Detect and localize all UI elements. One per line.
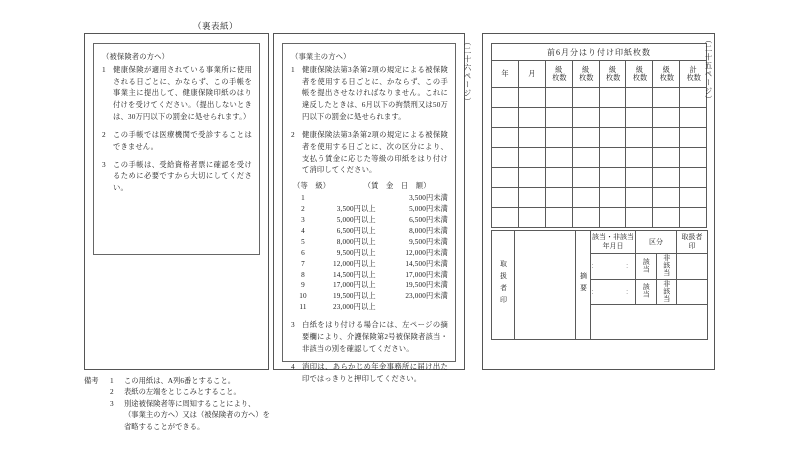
stamp-table-row: [492, 88, 707, 108]
handler-seal-right-header: [677, 231, 708, 254]
stamp-table-cell[interactable]: [680, 208, 707, 228]
stamp-header-grade-label: 級: [635, 65, 643, 74]
stamp-table-cell[interactable]: [680, 128, 707, 148]
stamp-header-month: 月: [518, 61, 545, 88]
stamp-header-count-label: 枚数: [579, 74, 594, 82]
stamp-header-grade-label: 級: [555, 65, 563, 74]
stamp-table-cell[interactable]: [492, 168, 519, 188]
employer-item-2-text: 健康保険法第3条第2項の規定による被保険者を使用する日ごとに、次の区分により、支払う賃金に応じた等級の印紙をはり付けて消印してください。: [302, 129, 448, 175]
stamp-table-row: [492, 128, 707, 148]
wage-row-lower-bound: 19,500円以上: [333, 292, 376, 301]
stamp-table-title-row: [492, 44, 707, 61]
stamp-header-grade-column: [545, 61, 572, 88]
insured-item-1: [102, 64, 252, 123]
record-header-row: [492, 231, 708, 254]
stamp-table-cell[interactable]: [626, 208, 653, 228]
wage-row-lower-bound: 6,500円以上: [336, 226, 376, 235]
footnote-item-1: [84, 375, 270, 386]
wage-row-lower-bound: [315, 193, 376, 204]
employer-item-4: [291, 361, 448, 385]
wage-row: [291, 226, 448, 237]
wage-row-upper-bound: 17,000円未満: [405, 270, 448, 279]
wage-header-amount: （賃 金 日 額）: [363, 181, 431, 191]
employer-item-3-number: 3: [291, 320, 295, 330]
wage-row-upper-bound: 23,000円未満: [405, 292, 448, 301]
stamp-header-count-label: 枚数: [605, 74, 621, 82]
stamp-table-cell[interactable]: [599, 108, 626, 128]
stamp-header-count-label: 枚数: [632, 74, 648, 82]
not-applicable-label-2: 非該当: [662, 279, 671, 302]
stamp-table-cell[interactable]: [653, 88, 680, 108]
stamp-header-year: 年: [492, 61, 519, 88]
stamp-table-cell[interactable]: [626, 128, 653, 148]
stamp-table-cell[interactable]: [599, 188, 626, 208]
footnote-item-1-number: 1: [110, 376, 114, 385]
wage-row-grade: 10: [299, 292, 307, 301]
stamp-table-cell[interactable]: [572, 208, 599, 228]
handler-seal-write-area[interactable]: [515, 231, 576, 340]
wage-row: [291, 302, 448, 313]
employer-item-1: [291, 64, 448, 123]
stamp-table-cell[interactable]: [492, 128, 519, 148]
record-not-applicable-1[interactable]: [656, 254, 677, 280]
stamp-table-cell[interactable]: [626, 188, 653, 208]
stamp-table-cell[interactable]: [545, 148, 572, 168]
record-not-applicable-2[interactable]: [656, 279, 677, 305]
page-marker-right: （二十五ページ）: [704, 36, 713, 104]
stamp-table-cell[interactable]: [572, 128, 599, 148]
wage-row: [291, 248, 448, 259]
stamp-table-cell[interactable]: [518, 188, 545, 208]
stamp-header-grade-label: 級: [608, 65, 617, 74]
wage-row-grade: 7: [301, 259, 305, 268]
stamp-table-cell[interactable]: [572, 188, 599, 208]
handler-record-table: [491, 230, 708, 340]
stamp-table-cell[interactable]: [653, 108, 680, 128]
wage-row-grade: 2: [301, 204, 305, 213]
wage-row: [291, 280, 448, 291]
wage-row-upper-bound: 19,500円未満: [405, 281, 448, 290]
stamp-table-row: [492, 188, 707, 208]
wage-row-lower-bound: 3,500円以上: [336, 204, 376, 213]
insured-panel: [84, 33, 269, 370]
stamp-table-cell[interactable]: [492, 88, 519, 108]
wage-row-lower-bound: 12,000円以上: [333, 259, 376, 268]
footnote-item-2-number: 2: [110, 387, 114, 397]
stamp-header-count-label: 枚数: [552, 74, 567, 82]
record-handler-seal-2[interactable]: [677, 279, 708, 305]
stamp-table-cell[interactable]: [572, 108, 599, 128]
stamp-header-grade-label: 級: [662, 65, 670, 74]
footnote-item-2-text: 表紙の左端をとじこみとすること。: [124, 387, 241, 397]
footnote-item-1-text: この用紙は、A列6番とすること。: [124, 376, 236, 385]
stamp-table-cell[interactable]: [599, 128, 626, 148]
stamp-table-cell[interactable]: [626, 88, 653, 108]
stamp-header-grade-column: [572, 61, 599, 88]
insured-item-2: [102, 129, 252, 153]
stamp-table-cell[interactable]: [626, 108, 653, 128]
handler-seal-right-line1: 取扱者: [681, 233, 703, 242]
stamp-table-cell[interactable]: [599, 168, 626, 188]
employer-item-3: [291, 319, 448, 354]
cover-label: （裏表紙）: [193, 21, 239, 31]
stamp-table-cell[interactable]: [653, 168, 680, 188]
employer-text-block: [291, 51, 448, 384]
insured-item-3: [102, 159, 252, 194]
employer-item-2-number: 2: [291, 129, 295, 139]
stamp-table-cell[interactable]: [653, 208, 680, 228]
wage-row: [291, 215, 448, 226]
stamp-table-cell[interactable]: [680, 148, 707, 168]
wage-row: [291, 270, 448, 281]
wage-row-upper-bound: [376, 302, 448, 313]
record-free-area[interactable]: [591, 305, 708, 340]
stamp-table-cell[interactable]: [518, 148, 545, 168]
wage-row-upper-bound: 9,500円未満: [409, 237, 448, 246]
stamp-table-cell[interactable]: [545, 128, 572, 148]
stamp-table-cell[interactable]: [680, 188, 707, 208]
stamp-header-grade-column: [626, 61, 653, 88]
wage-row-grade: 1: [301, 193, 305, 202]
wage-header-grade: （等 級）: [293, 181, 331, 191]
employer-item-4-number: 4: [291, 361, 295, 371]
stamp-table-cell[interactable]: [572, 168, 599, 188]
stamp-table-cell[interactable]: [518, 208, 545, 228]
employer-item-4-text: 消印は、あらかじめ年金事務所に届け出た印ではっきりと押印してください。: [302, 361, 448, 383]
stamp-table-cell[interactable]: [545, 108, 572, 128]
stamp-table-cell[interactable]: [599, 208, 626, 228]
stamp-table-cell[interactable]: [518, 168, 545, 188]
stamp-header-total-label: 計: [689, 65, 697, 74]
wage-row-grade: 3: [301, 215, 305, 224]
footnote-item-2: [84, 386, 270, 397]
applicable-date-header-line2: 年月日: [602, 242, 624, 250]
applicable-date-header: [591, 231, 636, 254]
wage-row-lower-bound: 14,500円以上: [333, 270, 376, 279]
wage-row-grade: 5: [301, 237, 305, 246]
wage-table-rows: [291, 193, 448, 313]
stamp-table-row: [492, 168, 707, 188]
insured-item-1-text: 健康保険が適用されている事業所に使用される日ごとに、かならず、この手帳を事業主に提出して、健康保険印紙のはり付けを受けてください。（提出しないときは、30万円以下の罰金に処せられます。）: [113, 64, 252, 122]
remarks-label-cell: [576, 231, 591, 340]
wage-row-grade: 6: [301, 248, 305, 257]
stamp-table-cell[interactable]: [545, 208, 572, 228]
wage-row-grade: 11: [299, 303, 307, 312]
stamp-table-cell[interactable]: [545, 168, 572, 188]
stamp-table-row: [492, 208, 707, 228]
footnote-continuation-1: （事業主の方へ）又は（被保険者の方へ）を: [124, 410, 270, 420]
stamp-table-cell[interactable]: [680, 108, 707, 128]
stamp-table-cell[interactable]: [599, 148, 626, 168]
insured-item-3-number: 3: [102, 159, 106, 169]
stamp-header-grade-column: [599, 61, 626, 88]
stamp-table-cell[interactable]: [545, 188, 572, 208]
stamp-table-cell[interactable]: [492, 208, 519, 228]
stamp-table-cell[interactable]: [572, 148, 599, 168]
stamp-header-count-label: 枚数: [659, 74, 675, 82]
employer-panel: [273, 33, 465, 383]
insured-inner-box: [93, 43, 260, 255]
applicable-date-header-line1: 該当・非該当: [592, 233, 634, 242]
stamp-table-cell[interactable]: [653, 128, 680, 148]
footnote-continuation-2: 省略することができる。: [124, 421, 205, 431]
record-handler-seal-1[interactable]: [677, 254, 708, 280]
employer-item-3-text: 白紙をはり付ける場合には、左ページの摘要欄により、介護保険第2号被保険者該当・非該当の別を確認してください。: [302, 320, 448, 353]
wage-row-upper-bound: 3,500円未満: [409, 193, 448, 202]
division-header: [636, 231, 677, 254]
stamp-table-cell[interactable]: [518, 88, 545, 108]
stamp-table-cell[interactable]: [626, 168, 653, 188]
handler-seal-right-line2: 印: [688, 242, 696, 250]
employer-inner-box: [282, 43, 456, 383]
footnote-spacer-2: [84, 386, 110, 397]
stamp-header-grade-column: [653, 61, 680, 88]
wage-row-lower-bound: 9,500円以上: [336, 248, 376, 257]
footnote-label: 備考: [84, 376, 99, 385]
footnote-spacer-3: [84, 398, 110, 409]
wage-row-lower-bound: 5,000円以上: [336, 215, 376, 224]
applicable-label-2: 該当: [642, 283, 651, 299]
wage-row-lower-bound: 8,000円以上: [336, 237, 376, 246]
stamp-record-panel: [482, 33, 715, 370]
wage-row-grade: 8: [301, 270, 305, 279]
stamp-table-cell[interactable]: [599, 88, 626, 108]
stamp-table-cell[interactable]: [492, 188, 519, 208]
stamp-table-cell[interactable]: [545, 88, 572, 108]
wage-row: [291, 204, 448, 215]
stamp-table-cell[interactable]: [653, 188, 680, 208]
footnote-item-3: [84, 398, 270, 409]
wage-row: [291, 237, 448, 248]
stamp-table-row: [492, 148, 707, 168]
stamp-table-header-row: [492, 61, 707, 88]
wage-row: [291, 291, 448, 302]
footnote-block: [84, 375, 270, 432]
stamp-header-grade-label: 級: [581, 65, 590, 74]
stamp-table-cell[interactable]: [653, 148, 680, 168]
employer-item-1-text: 健康保険法第3条第2項の規定による被保険者を使用する日ごとに、かならず、この手帳を提出させなければなりません。これに違反したときは、6月以下の拘禁刑又は50万円以下の罰金に処せられます。: [302, 64, 448, 122]
stamp-table-cell[interactable]: [572, 88, 599, 108]
insured-heading: （被保険者の方へ）: [102, 52, 170, 61]
wage-row-lower-bound: 17,000円以上: [333, 281, 376, 290]
stamp-table-cell[interactable]: [492, 108, 519, 128]
wage-row-grade: 4: [301, 226, 305, 235]
wage-row-upper-bound: 5,000円未満: [409, 204, 448, 213]
wage-row-upper-bound: 6,500円未満: [409, 215, 448, 224]
insured-item-3-text: この手帳は、受給資格者票に確認を受けるために必要ですから大切にしてください。: [113, 159, 252, 193]
handler-seal-label: 取扱者印: [499, 260, 508, 308]
employer-item-1-number: 1: [291, 64, 295, 74]
insured-item-2-text: この手帳では医療機関で受診することはできません。: [113, 129, 252, 151]
employer-heading: （事業主の方へ）: [291, 52, 351, 61]
record-date-input-2[interactable]: ： ：: [591, 279, 636, 305]
wage-row-lower-bound: 23,000円以上: [333, 303, 376, 312]
insured-text-block: [102, 51, 252, 194]
wage-row-grade: 9: [301, 281, 305, 290]
applicable-label-1: 該当: [642, 257, 651, 273]
insured-item-1-number: 1: [102, 64, 106, 74]
stamp-table-cell[interactable]: [518, 128, 545, 148]
stamp-table-title: 前6月分はり付け印紙枚数: [492, 44, 707, 61]
stamp-table-row: [492, 108, 707, 128]
wage-row: [291, 259, 448, 270]
not-applicable-label-1: 非該当: [662, 254, 671, 277]
stamp-table-cell[interactable]: [518, 108, 545, 128]
footnote-item-3-text: 別途被保険者等に周知することにより、: [124, 398, 256, 408]
record-date-input-1[interactable]: ： ：: [591, 254, 636, 280]
stamp-count-table: [491, 43, 707, 228]
insured-item-2-number: 2: [102, 129, 106, 139]
wage-row: [291, 193, 448, 204]
wage-table-header: [291, 180, 448, 192]
remarks-label: 摘要: [579, 272, 588, 296]
employer-item-2: [291, 129, 448, 176]
stamp-table-cell[interactable]: [492, 148, 519, 168]
wage-row-upper-bound: 14,500円未満: [405, 259, 448, 268]
stamp-table-cell[interactable]: [626, 148, 653, 168]
division-label: 区分: [649, 238, 663, 246]
stamp-header-total-count-label: 枚数: [686, 74, 701, 82]
footnote-item-3-number: 3: [110, 398, 114, 408]
page-marker-left: （二十六ページ）: [463, 38, 472, 106]
wage-row-upper-bound: 12,000円未満: [405, 248, 448, 257]
stamp-table-cell[interactable]: [680, 168, 707, 188]
wage-row-upper-bound: 8,000円未満: [409, 226, 448, 235]
handler-seal-cell[interactable]: [492, 231, 515, 340]
